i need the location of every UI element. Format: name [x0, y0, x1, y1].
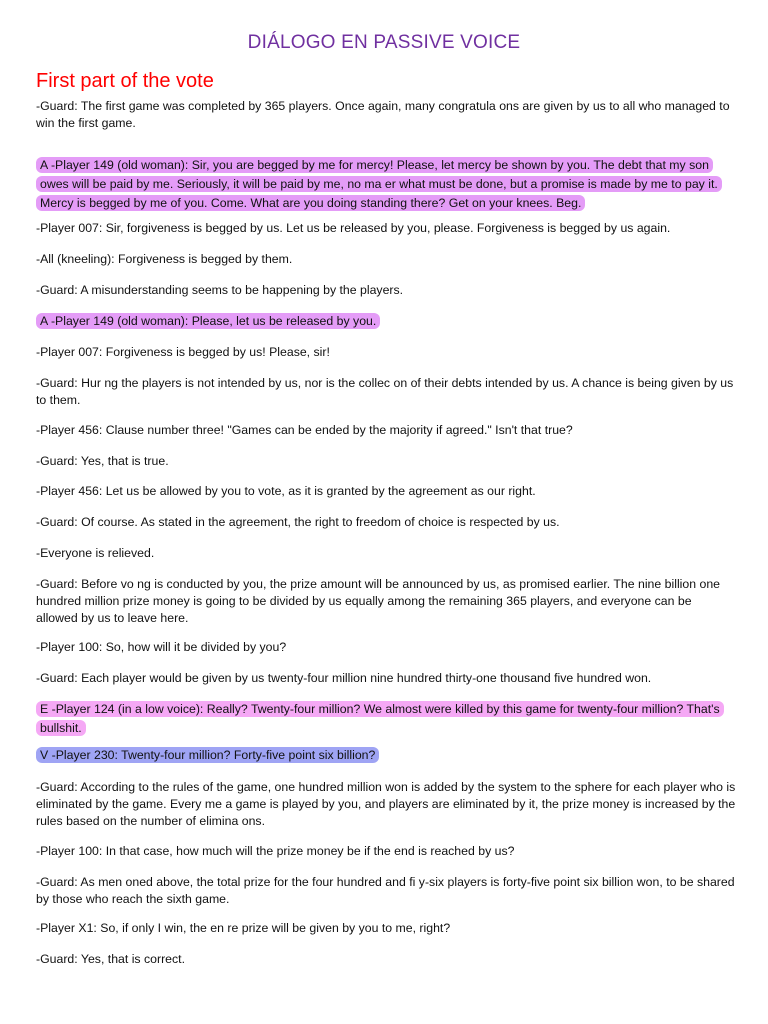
- dialogue-line: -Guard: Yes, that is true.: [36, 454, 169, 468]
- dialogue-line: -Player 100: In that case, how much will the prize money be if the end is reached by us?: [36, 844, 515, 858]
- dialogue-line: -Player 007: Sir, forgiveness is begged by us. Let us be released by you, please. Forgiveness is begged by us again.: [36, 221, 671, 235]
- dialogue-line-highlighted: E -Player 124 (in a low voice): Really? Twenty-four million? We almost were killed by this game for twenty-four million? That's bullshit.: [36, 700, 736, 738]
- dialogue-line: -Player 456: Clause number three! "Games can be ended by the majority if agreed." Isn't that true?: [36, 423, 573, 437]
- dialogue-line: -Guard: Yes, that is correct.: [36, 952, 185, 966]
- dialogue-line: -Guard: A misunderstanding seems to be happening by the players.: [36, 283, 404, 297]
- dialogue-line: -Guard: Of course. As stated in the agreement, the right to freedom of choice is respected by us.: [36, 515, 560, 529]
- dialogue-line: -Player 100: So, how will it be divided by you?: [36, 640, 287, 654]
- dialogue-line: -All (kneeling): Forgiveness is begged by them.: [36, 252, 293, 266]
- document-title: DIÁLOGO EN PASSIVE VOICE: [247, 32, 521, 53]
- dialogue-line-highlighted: V -Player 230: Twenty-four million? Forty-five point six billion?: [36, 747, 736, 764]
- dialogue-line: -Guard: Each player would be given by us twenty-four million nine hundred thirty-one thousand five hundred won.: [36, 671, 652, 685]
- dialogue-line: -Guard: As men oned above, the total prize for the four hundred and fi y-six players is forty-five point six billion won, to be shared by those who reach the sixth game.: [36, 875, 735, 906]
- dialogue-line: -Everyone is relieved.: [36, 546, 155, 560]
- section-heading: First part of the vote: [36, 70, 214, 92]
- dialogue-line-highlighted: A -Player 149 (old woman): Please, let us be released by you.: [36, 313, 736, 330]
- dialogue-line: -Player 007: Forgiveness is begged by us! Please, sir!: [36, 345, 330, 359]
- dialogue-line: -Player 456: Let us be allowed by you to vote, as it is granted by the agreement as our right.: [36, 484, 536, 498]
- dialogue-line-highlighted: A -Player 149 (old woman): Sir, you are begged by me for mercy! Please, let mercy be shown by you. The debt that my son owes will be paid by me. Seriously, it will be paid by me, no ma er what must be done, but a promise is made by me to pay it. Mercy is begged by me of you. Come. What are you doing standing there? Get on your knees. Beg.: [36, 156, 736, 213]
- dialogue-line: -Guard: Before vo ng is conducted by you, the prize amount will be announced by us, as promised earlier. The nine billion one hundred million prize money is going to be divided by us equally among the remaining 365 players, and everyone can be allowed by us to leave here.: [36, 577, 721, 625]
- dialogue-line: -Guard: According to the rules of the game, one hundred million won is added by the system to the sphere for each player who is eliminated by the game. Every me a game is played by you, and players are eliminated by it, the prize money is increased by the rules based on the number of elimina ons.: [36, 780, 736, 828]
- dialogue-line: -Guard: Hur ng the players is not intended by us, nor is the collec on of their debts intended by us. A chance is being given by us to them.: [36, 376, 734, 407]
- dialogue-line: -Guard: The first game was completed by 365 players. Once again, many congratula ons are given by us to all who managed to win the first game.: [36, 99, 730, 130]
- dialogue-line: -Player X1: So, if only I win, the en re prize will be given by you to me, right?: [36, 921, 451, 935]
